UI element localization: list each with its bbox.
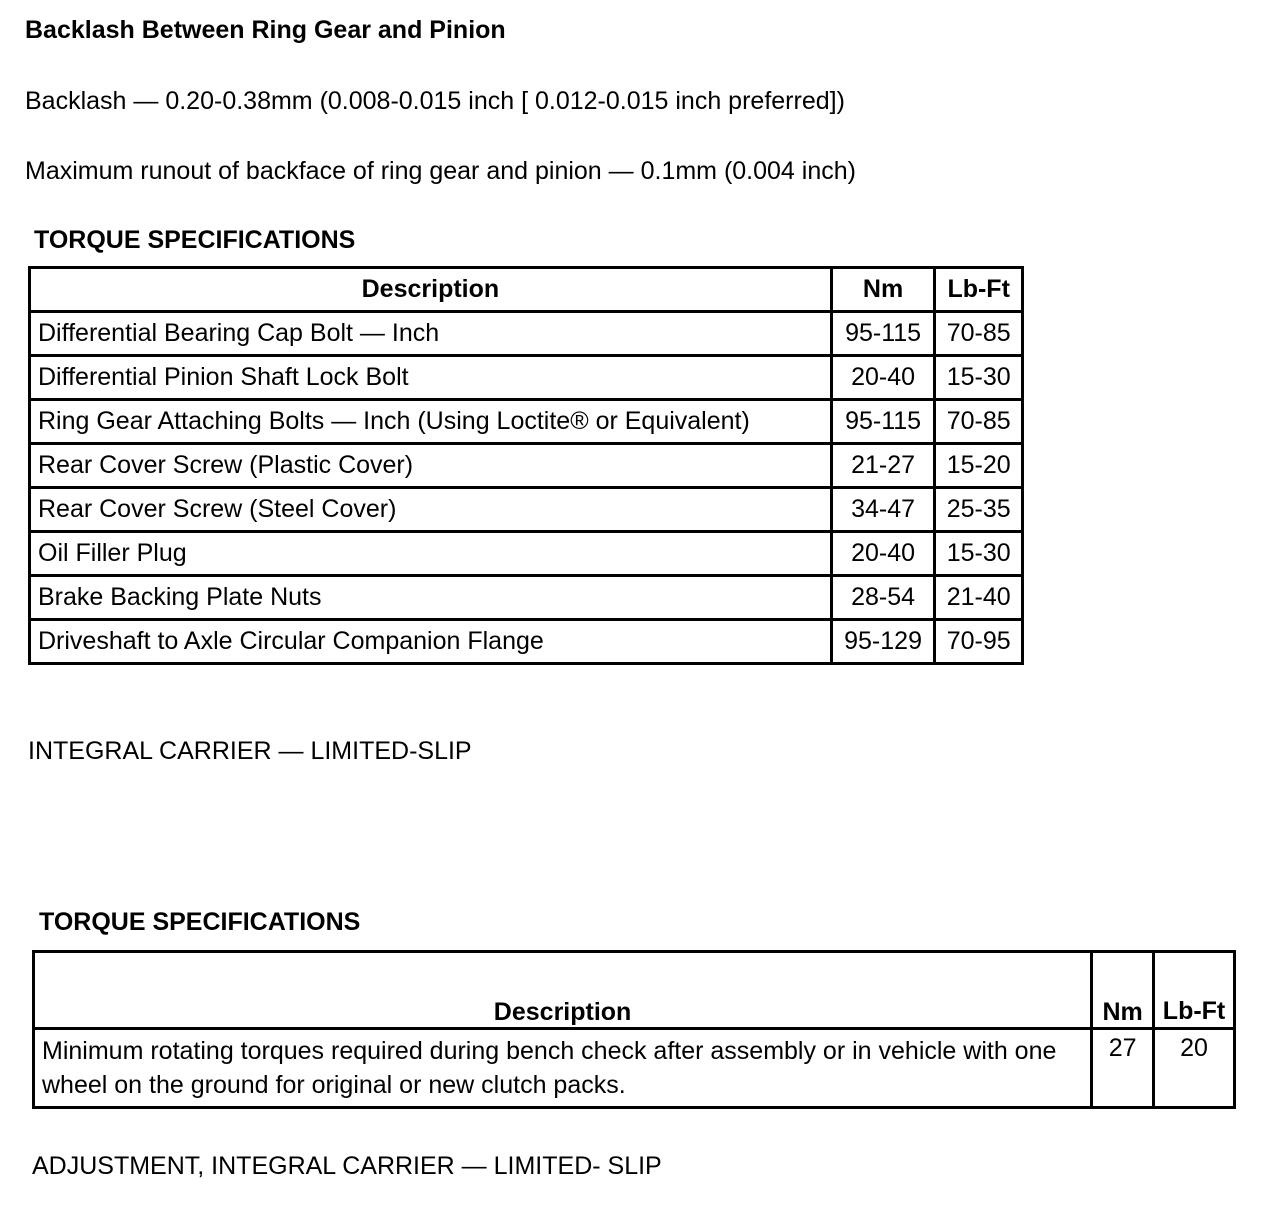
row-lbft: 15-20 (935, 444, 1023, 488)
torque-spec-table-1 (28, 266, 1024, 665)
row-nm: 95-115 (831, 312, 935, 356)
row-description: Ring Gear Attaching Bolts — Inch (Using Loctite® or Equivalent) (30, 400, 832, 444)
table-header-row (34, 952, 1235, 1029)
table-row (30, 312, 1023, 356)
row-nm: 21-27 (831, 444, 935, 488)
row-nm: 27 (1092, 1029, 1154, 1108)
row-lbft: 70-85 (935, 312, 1023, 356)
column-header-nm: Nm (1092, 952, 1154, 1029)
row-nm: 20-40 (831, 532, 935, 576)
row-nm: 95-115 (831, 400, 935, 444)
row-lbft: 21-40 (935, 576, 1023, 620)
row-nm: 20-40 (831, 356, 935, 400)
table-row (30, 356, 1023, 400)
section-adjustment: ADJUSTMENT, INTEGRAL CARRIER — LIMITED- SLIP (32, 1152, 662, 1180)
table-row (30, 620, 1023, 664)
row-lbft: 20 (1154, 1029, 1235, 1108)
torque-spec-title-2: TORQUE SPECIFICATIONS (39, 908, 361, 936)
row-description: Rear Cover Screw (Steel Cover) (30, 488, 832, 532)
table-row (30, 488, 1023, 532)
row-nm: 28-54 (831, 576, 935, 620)
row-nm: 34-47 (831, 488, 935, 532)
section-integral-carrier: INTEGRAL CARRIER — LIMITED-SLIP (28, 737, 472, 765)
column-header-lbft: Lb-Ft (935, 268, 1023, 312)
row-description: Differential Bearing Cap Bolt — Inch (30, 312, 832, 356)
column-header-description: Description (34, 952, 1092, 1029)
row-lbft: 70-85 (935, 400, 1023, 444)
runout-spec: Maximum runout of backface of ring gear and pinion — 0.1mm (0.004 inch) (25, 157, 856, 185)
row-lbft: 25-35 (935, 488, 1023, 532)
row-description: Driveshaft to Axle Circular Companion Flange (30, 620, 832, 664)
column-header-nm: Nm (831, 268, 935, 312)
table-row (30, 576, 1023, 620)
row-lbft: 15-30 (935, 532, 1023, 576)
row-lbft: 15-30 (935, 356, 1023, 400)
table-row (34, 1029, 1235, 1108)
column-header-description: Description (30, 268, 832, 312)
row-description: Rear Cover Screw (Plastic Cover) (30, 444, 832, 488)
row-nm: 95-129 (831, 620, 935, 664)
column-header-lbft: Lb-Ft (1154, 952, 1235, 1029)
heading: Backlash Between Ring Gear and Pinion (25, 16, 506, 44)
table-row (30, 400, 1023, 444)
row-lbft: 70-95 (935, 620, 1023, 664)
row-description: Oil Filler Plug (30, 532, 832, 576)
backlash-spec: Backlash — 0.20-0.38mm (0.008-0.015 inch [ 0.012-0.015 inch preferred]) (25, 87, 845, 115)
torque-spec-title-1: TORQUE SPECIFICATIONS (34, 226, 356, 254)
table-row (30, 444, 1023, 488)
row-description: Differential Pinion Shaft Lock Bolt (30, 356, 832, 400)
row-description: Minimum rotating torques required during bench check after assembly or in vehicle with one wheel on the ground for original or new clutch packs. (34, 1029, 1092, 1108)
table-row (30, 532, 1023, 576)
torque-spec-table-2 (32, 950, 1236, 1109)
table-header-row (30, 268, 1023, 312)
row-description: Brake Backing Plate Nuts (30, 576, 832, 620)
